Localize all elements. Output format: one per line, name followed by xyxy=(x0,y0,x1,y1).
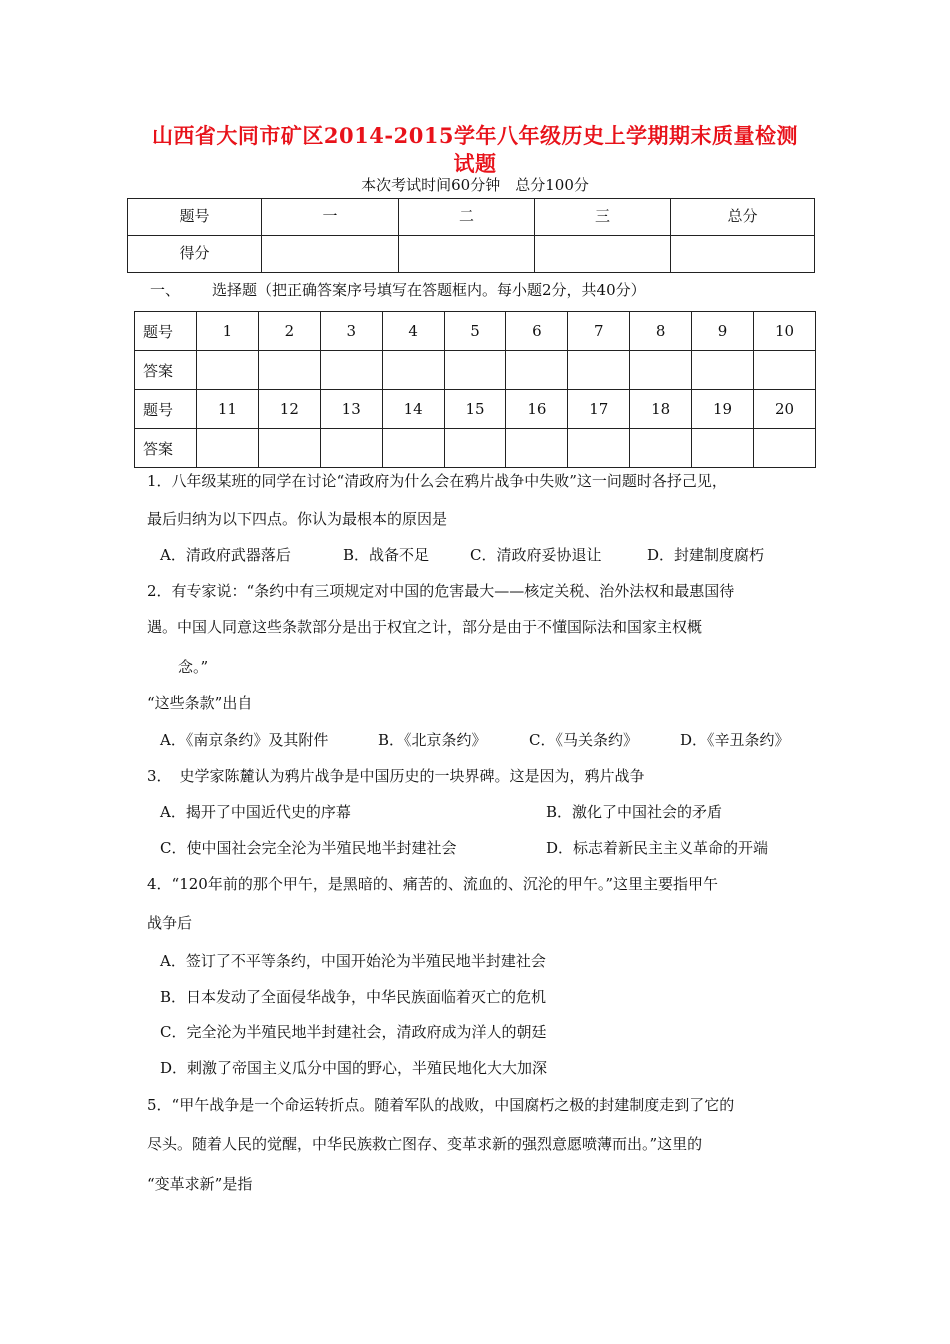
answer-cell[interactable] xyxy=(197,429,259,468)
q4-option-a: A．签订了不平等条约，中国开始沦为半殖民地半封建社会 xyxy=(160,952,546,970)
answer-cell[interactable] xyxy=(630,351,692,390)
score-header-cell: 总分 xyxy=(671,199,815,236)
answer-grid-answer-row xyxy=(135,429,816,468)
answer-cell[interactable] xyxy=(382,351,444,390)
section-instructions: 选择题（把正确答案序号填写在答题框内。每小题2分，共40分） xyxy=(212,281,646,299)
q3-number: 3． xyxy=(147,767,172,785)
answer-cell[interactable] xyxy=(754,429,816,468)
answer-grid-label: 答案 xyxy=(135,429,197,468)
question-number-cell: 9 xyxy=(692,312,754,351)
exam-title-line1: 山西省大同市矿区2014-2015学年八年级历史上学期期末质量检测 xyxy=(151,123,799,148)
q2-option-a: A．《南京条约》及其附件 xyxy=(160,731,329,749)
q3-option-b: B．激化了中国社会的矛盾 xyxy=(546,803,723,821)
exam-subtitle: 本次考试时间60分钟 总分100分 xyxy=(361,176,589,194)
answer-grid-number-row xyxy=(135,312,816,351)
q3-option-c: C．使中国社会完全沦为半殖民地半封建社会 xyxy=(160,839,457,857)
q2-stem-line4: “这些条款”出自 xyxy=(147,694,253,712)
section-number: 一、 xyxy=(150,281,181,299)
answer-grid-answer-row xyxy=(135,351,816,390)
answer-cell[interactable] xyxy=(258,429,320,468)
question-number-cell: 16 xyxy=(506,390,568,429)
q3-option-d: D．标志着新民主主义革命的开端 xyxy=(546,839,769,857)
q1-option-b: B．战备不足 xyxy=(343,546,430,564)
question-number-cell: 19 xyxy=(692,390,754,429)
score-table-header-row xyxy=(128,199,815,236)
q1-stem-line2: 最后归纳为以下四点。你认为最根本的原因是 xyxy=(147,510,448,528)
question-number-cell: 14 xyxy=(382,390,444,429)
answer-grid-label: 题号 xyxy=(135,390,197,429)
q5-stem-line2: 尽头。随着人民的觉醒，中华民族救亡图存、变革求新的强烈意愿喷薄而出。”这里的 xyxy=(147,1135,703,1153)
answer-cell[interactable] xyxy=(692,351,754,390)
question-number-cell: 6 xyxy=(506,312,568,351)
q4-option-b: B．日本发动了全面侵华战争，中华民族面临着灭亡的危机 xyxy=(160,988,547,1006)
question-number-cell: 7 xyxy=(568,312,630,351)
answer-cell[interactable] xyxy=(506,429,568,468)
q1-option-d: D．封建制度腐朽 xyxy=(647,546,765,564)
answer-grid-number-row xyxy=(135,390,816,429)
answer-grid-label: 答案 xyxy=(135,351,197,390)
score-table-score-row xyxy=(128,236,815,273)
answer-cell[interactable] xyxy=(568,351,630,390)
question-number-cell: 4 xyxy=(382,312,444,351)
q1-stem-line1: 1．八年级某班的同学在讨论“清政府为什么会在鸦片战争中失败”这一问题时各抒己见， xyxy=(147,472,727,490)
answer-cell[interactable] xyxy=(568,429,630,468)
q2-stem-line3: 念。” xyxy=(178,658,209,676)
answer-cell[interactable] xyxy=(197,351,259,390)
question-number-cell: 17 xyxy=(568,390,630,429)
answer-grid-label: 题号 xyxy=(135,312,197,351)
q1-option-c: C．清政府妥协退让 xyxy=(470,546,602,564)
score-header-cell: 三 xyxy=(535,199,671,236)
q4-option-d: D．刺激了帝国主义瓜分中国的野心，半殖民地化大大加深 xyxy=(160,1059,548,1077)
question-number-cell: 2 xyxy=(258,312,320,351)
question-number-cell: 5 xyxy=(444,312,506,351)
score-input-cell[interactable] xyxy=(262,236,399,273)
q4-stem-line2: 战争后 xyxy=(147,914,193,932)
score-header-cell: 题号 xyxy=(128,199,262,236)
question-number-cell: 3 xyxy=(320,312,382,351)
answer-cell[interactable] xyxy=(444,351,506,390)
q2-option-d: D．《辛丑条约》 xyxy=(680,731,790,749)
q2-option-b: B．《北京条约》 xyxy=(378,731,487,749)
q2-stem-line2: 遇。中国人同意这些条款部分是出于权宜之计，部分是由于不懂国际法和国家主权概 xyxy=(147,618,703,636)
answer-cell[interactable] xyxy=(258,351,320,390)
answer-cell[interactable] xyxy=(630,429,692,468)
question-number-cell: 15 xyxy=(444,390,506,429)
question-number-cell: 8 xyxy=(630,312,692,351)
answer-grid xyxy=(134,311,816,468)
q1-option-a: A．清政府武器落后 xyxy=(160,546,291,564)
score-header-cell: 二 xyxy=(399,199,535,236)
q3-option-a: A．揭开了中国近代史的序幕 xyxy=(160,803,351,821)
question-number-cell: 1 xyxy=(197,312,259,351)
q5-stem-line3: “变革求新”是指 xyxy=(147,1175,253,1193)
answer-cell[interactable] xyxy=(320,351,382,390)
answer-cell[interactable] xyxy=(692,429,754,468)
exam-title-line2: 试题 xyxy=(453,151,497,176)
q2-stem-line1: 2．有专家说：“条约中有三项规定对中国的危害最大——核定关税、治外法权和最惠国待 xyxy=(147,582,735,600)
answer-cell[interactable] xyxy=(382,429,444,468)
answer-cell[interactable] xyxy=(506,351,568,390)
score-input-cell[interactable] xyxy=(535,236,671,273)
q4-stem-line1: 4．“120年前的那个甲午，是黑暗的、痛苦的、流血的、沉沦的甲午。”这里主要指甲午 xyxy=(147,875,719,893)
score-input-cell[interactable] xyxy=(399,236,535,273)
question-number-cell: 11 xyxy=(197,390,259,429)
question-number-cell: 12 xyxy=(258,390,320,429)
question-number-cell: 18 xyxy=(630,390,692,429)
answer-cell[interactable] xyxy=(754,351,816,390)
answer-cell[interactable] xyxy=(320,429,382,468)
q5-stem-line1: 5．“甲午战争是一个命运转折点。随着军队的战败，中国腐朽之极的封建制度走到了它的 xyxy=(147,1096,735,1114)
question-number-cell: 10 xyxy=(754,312,816,351)
score-input-cell[interactable] xyxy=(671,236,815,273)
q2-option-c: C．《马关条约》 xyxy=(529,731,638,749)
score-row-label: 得分 xyxy=(128,236,262,273)
answer-cell[interactable] xyxy=(444,429,506,468)
q3-stem xyxy=(147,765,645,786)
q3-text: 史学家陈麓认为鸦片战争是中国历史的一块界碑。这是因为，鸦片战争 xyxy=(179,767,645,785)
q4-option-c: C．完全沦为半殖民地半封建社会，清政府成为洋人的朝廷 xyxy=(160,1023,547,1041)
question-number-cell: 20 xyxy=(754,390,816,429)
score-table xyxy=(127,198,815,273)
section-heading xyxy=(150,279,646,300)
question-number-cell: 13 xyxy=(320,390,382,429)
score-header-cell: 一 xyxy=(262,199,399,236)
